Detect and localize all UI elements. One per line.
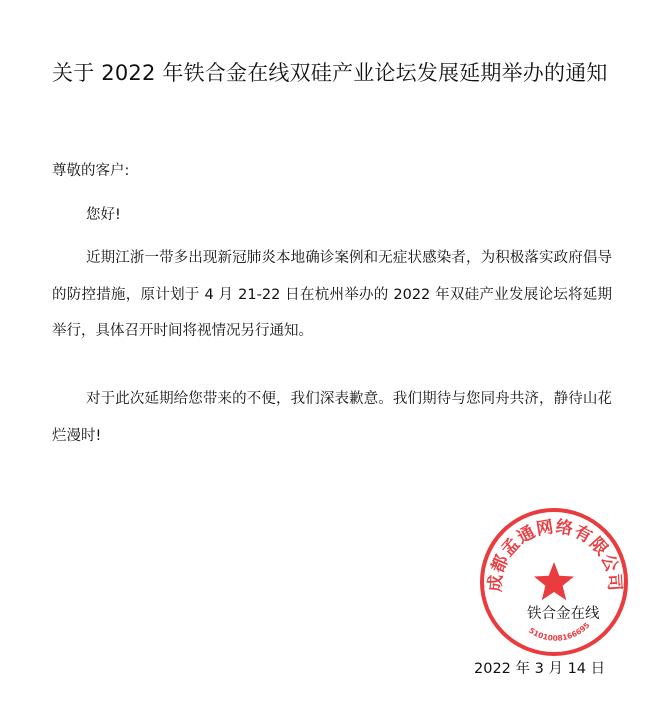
- seal-serial-number: 5101008166695: [527, 620, 592, 643]
- body-paragraph-1: 近期江浙一带多出现新冠肺炎本地确诊案例和无症状感染者，为积极落实政府倡导的防控措施，原计划于 4 月 21-22 日在杭州举办的 2022 年双硅产业发展论坛将延期举行，具体召开时间将视情况另行通知。: [52, 250, 612, 339]
- seal-org-name: 成都孟通网络有限公司: [485, 517, 625, 593]
- signer-name: 铁合金在线: [527, 606, 600, 622]
- salutation: 尊敬的客户:: [52, 163, 130, 179]
- notice-title: 关于 2022 年铁合金在线双硅产业论坛发展延期举办的通知: [52, 61, 608, 85]
- greeting: 您好!: [86, 207, 121, 223]
- company-seal: [476, 505, 632, 659]
- body-paragraph-2: 对于此次延期给您带来的不便，我们深表歉意。我们期待与您同舟共济，静待山花烂漫时!: [52, 391, 612, 444]
- notice-date: 2022 年 3 月 14 日: [474, 661, 606, 677]
- star-icon: [534, 562, 574, 600]
